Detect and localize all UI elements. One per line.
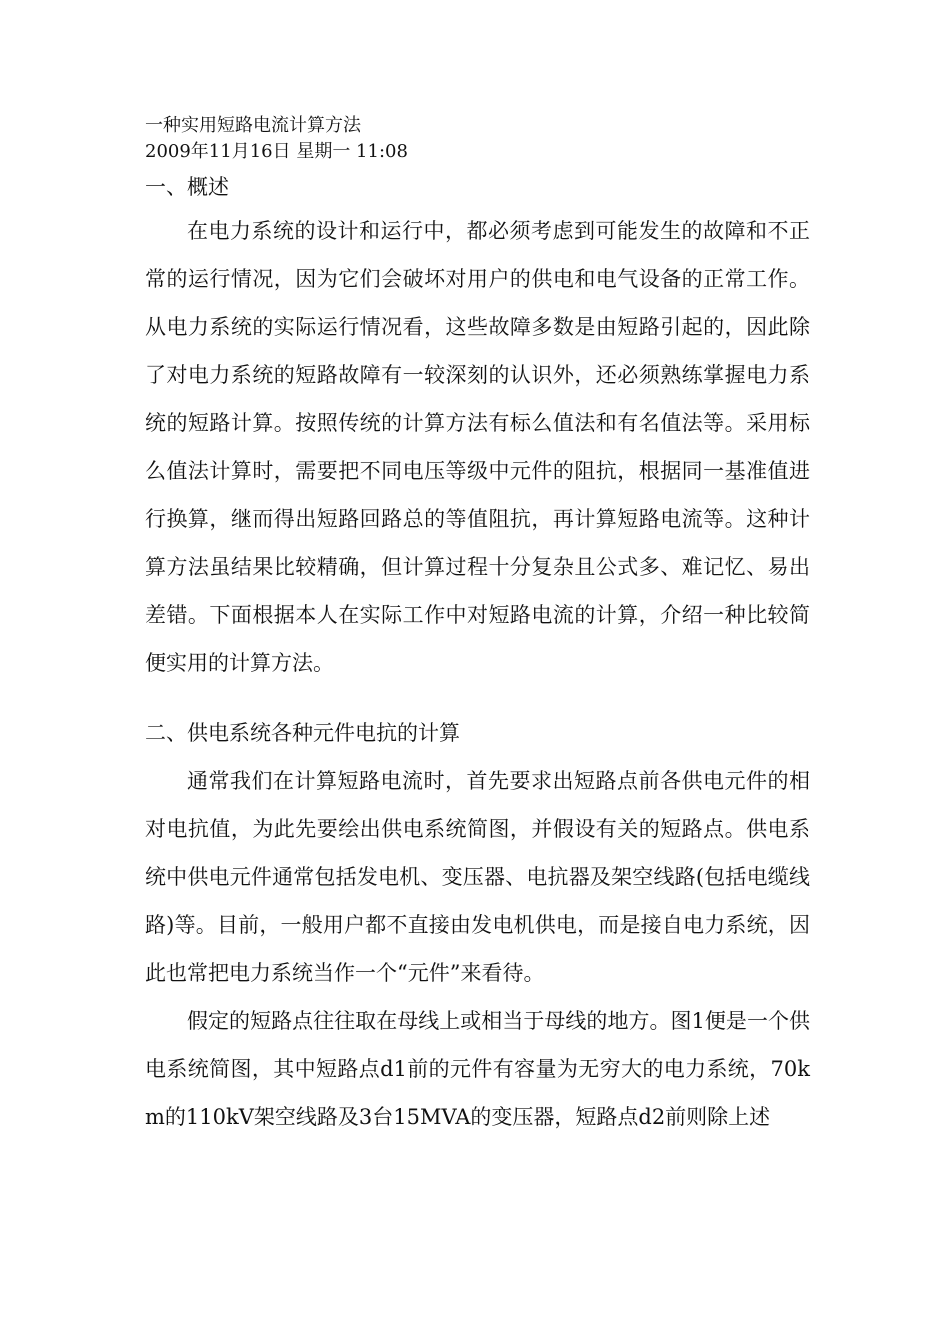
paragraph-reactance-intro: 通常我们在计算短路电流时，首先要求出短路点前各供电元件的相对电抗值，为此先要绘出供电系统简图，并假设有关的短路点。供电系统中供电元件通常包括发电机、变压器、电抗器及架空线路(包括电缆线路)等。目前，一般用户都不直接由发电机供电，而是接自电力系统，因此也常把电力系统当作一个“元件”来看待。 [145, 769, 810, 985]
section-heading-component-reactance: 二、供电系统各种元件电抗的计算 [145, 721, 460, 745]
section-heading-overview: 一、概述 [145, 175, 229, 199]
paragraph-short-circuit-point: 假定的短路点往往取在母线上或相当于母线的地方。图1便是一个供电系统简图，其中短路点d1前的元件有容量为无穷大的电力系统，70km的110kV架空线路及3台15MVA的变压器，短路点d2前则除上述 [145, 1009, 810, 1129]
document-date: 2009年11月16日 星期一 11:08 [145, 141, 408, 162]
paragraph-overview: 在电力系统的设计和运行中，都必须考虑到可能发生的故障和不正常的运行情况，因为它们会破坏对用户的供电和电气设备的正常工作。从电力系统的实际运行情况看，这些故障多数是由短路引起的，因此除了对电力系统的短路故障有一较深刻的认识外，还必须熟练掌握电力系统的短路计算。按照传统的计算方法有标么值法和有名值法等。采用标么值法计算时，需要把不同电压等级中元件的阻抗，根据同一基准值进行换算，继而得出短路回路总的等值阻抗，再计算短路电流等。这种计算方法虽结果比较精确，但计算过程十分复杂且公式多、难记忆、易出差错。下面根据本人在实际工作中对短路电流的计算，介绍一种比较简便实用的计算方法。 [145, 219, 810, 675]
document-title: 一种实用短路电流计算方法 [145, 115, 361, 136]
document-body [145, 113, 810, 1141]
